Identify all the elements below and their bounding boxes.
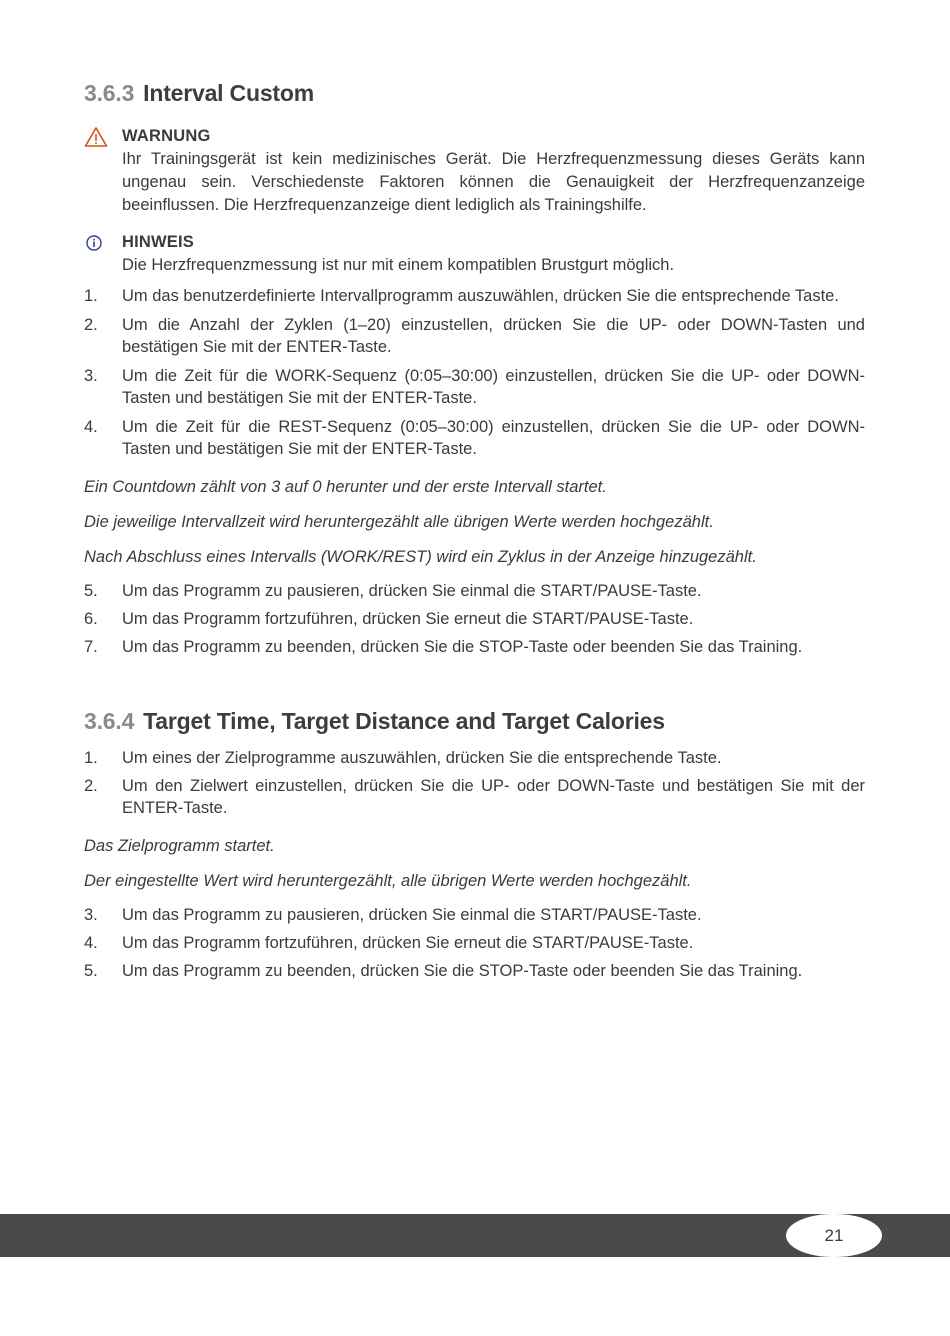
list-item bbox=[84, 960, 865, 982]
list-item bbox=[84, 904, 865, 926]
step-list-2a bbox=[84, 747, 865, 819]
info-line: Nach Abschluss eines Intervalls (WORK/REST) wird ein Zyklus in der Anzeige hinzugezählt. bbox=[84, 548, 757, 566]
step-number: 1. bbox=[84, 749, 98, 767]
step-text: Um die Zeit für die REST-Sequenz (0:05–30:00) einzustellen, drücken Sie die UP- oder DOWN-Tasten und bestätigen Sie mit der ENTER-Taste. bbox=[122, 418, 865, 458]
step-number: 5. bbox=[84, 962, 98, 980]
info-circle-icon bbox=[84, 232, 108, 254]
warning-notice bbox=[84, 125, 865, 217]
list-item bbox=[84, 775, 865, 819]
info-line: Die jeweilige Intervallzeit wird heruntergezählt alle übrigen Werte werden hochgezählt. bbox=[84, 513, 714, 531]
step-text: Um eines der Zielprogramme auszuwählen, drücken Sie die entsprechende Taste. bbox=[122, 749, 722, 767]
section-heading-target-programs bbox=[84, 708, 865, 735]
note-title: HINWEIS bbox=[122, 233, 194, 251]
list-item bbox=[84, 636, 865, 658]
list-item bbox=[84, 932, 865, 954]
page-content bbox=[84, 76, 865, 982]
step-number: 2. bbox=[84, 777, 98, 795]
step-number: 4. bbox=[84, 934, 98, 952]
list-item bbox=[84, 285, 865, 307]
list-item bbox=[84, 580, 865, 602]
step-list-2b bbox=[84, 904, 865, 982]
step-text: Um die Anzahl der Zyklen (1–20) einzustellen, drücken Sie die UP- oder DOWN-Tasten und bestätigen Sie mit der ENTER-Taste. bbox=[122, 316, 865, 356]
info-line: Das Zielprogramm startet. bbox=[84, 837, 275, 855]
step-number: 2. bbox=[84, 316, 98, 334]
step-number: 3. bbox=[84, 906, 98, 924]
step-text: Um das Programm zu beenden, drücken Sie die STOP-Taste oder beenden Sie das Training. bbox=[122, 962, 803, 980]
step-text: Um das benutzerdefinierte Intervallprogramm auszuwählen, drücken Sie die entsprechende Taste. bbox=[122, 287, 839, 305]
page-number: 21 bbox=[824, 1225, 844, 1245]
list-item bbox=[84, 608, 865, 630]
warning-text: Ihr Trainingsgerät ist kein medizinisches Gerät. Die Herzfrequenzmessung dieses Geräts kann ungenau sein. Verschiedenste Faktoren können die Genauigkeit der Herzfrequenzanzeige beeinflussen. Die Herzfrequenzanzeige dient lediglich als Trainingshilfe. bbox=[122, 150, 865, 214]
step-list-1a bbox=[84, 285, 865, 460]
section-heading-interval-custom bbox=[84, 80, 865, 107]
list-item bbox=[84, 365, 865, 409]
list-item bbox=[84, 747, 865, 769]
step-number: 7. bbox=[84, 638, 98, 656]
list-item bbox=[84, 416, 865, 460]
step-text: Um das Programm zu beenden, drücken Sie die STOP-Taste oder beenden Sie das Training. bbox=[122, 638, 803, 656]
step-number: 4. bbox=[84, 418, 98, 436]
note-text: Die Herzfrequenzmessung ist nur mit einem kompatiblen Brustgurt möglich. bbox=[122, 256, 675, 274]
step-number: 3. bbox=[84, 367, 98, 385]
section-title: Target Time, Target Distance and Target Calories bbox=[143, 708, 665, 734]
info-line: Der eingestellte Wert wird heruntergezählt, alle übrigen Werte werden hochgezählt. bbox=[84, 872, 692, 890]
info-notice bbox=[84, 231, 865, 277]
step-number: 6. bbox=[84, 610, 98, 628]
step-number: 5. bbox=[84, 582, 98, 600]
section-title: Interval Custom bbox=[143, 80, 314, 106]
step-text: Um das Programm fortzuführen, drücken Sie erneut die START/PAUSE-Taste. bbox=[122, 610, 694, 628]
step-text: Um das Programm fortzuführen, drücken Sie erneut die START/PAUSE-Taste. bbox=[122, 934, 694, 952]
step-list-1b bbox=[84, 580, 865, 658]
page-number-badge bbox=[786, 1214, 882, 1257]
warning-title: WARNUNG bbox=[122, 127, 211, 145]
step-number: 1. bbox=[84, 287, 98, 305]
list-item bbox=[84, 314, 865, 358]
info-line: Ein Countdown zählt von 3 auf 0 herunter und der erste Intervall startet. bbox=[84, 478, 607, 496]
warning-triangle-icon bbox=[84, 126, 108, 148]
step-text: Um den Zielwert einzustellen, drücken Sie die UP- oder DOWN-Taste und bestätigen Sie mit der ENTER-Taste. bbox=[122, 777, 865, 817]
section-number: 3.6.4 bbox=[84, 708, 135, 734]
step-text: Um das Programm zu pausieren, drücken Sie einmal die START/PAUSE-Taste. bbox=[122, 582, 702, 600]
step-text: Um die Zeit für die WORK-Sequenz (0:05–30:00) einzustellen, drücken Sie die UP- oder DOWN-Tasten und bestätigen Sie mit der ENTER-Taste. bbox=[122, 367, 865, 407]
step-text: Um das Programm zu pausieren, drücken Sie einmal die START/PAUSE-Taste. bbox=[122, 906, 702, 924]
section-number: 3.6.3 bbox=[84, 80, 135, 106]
